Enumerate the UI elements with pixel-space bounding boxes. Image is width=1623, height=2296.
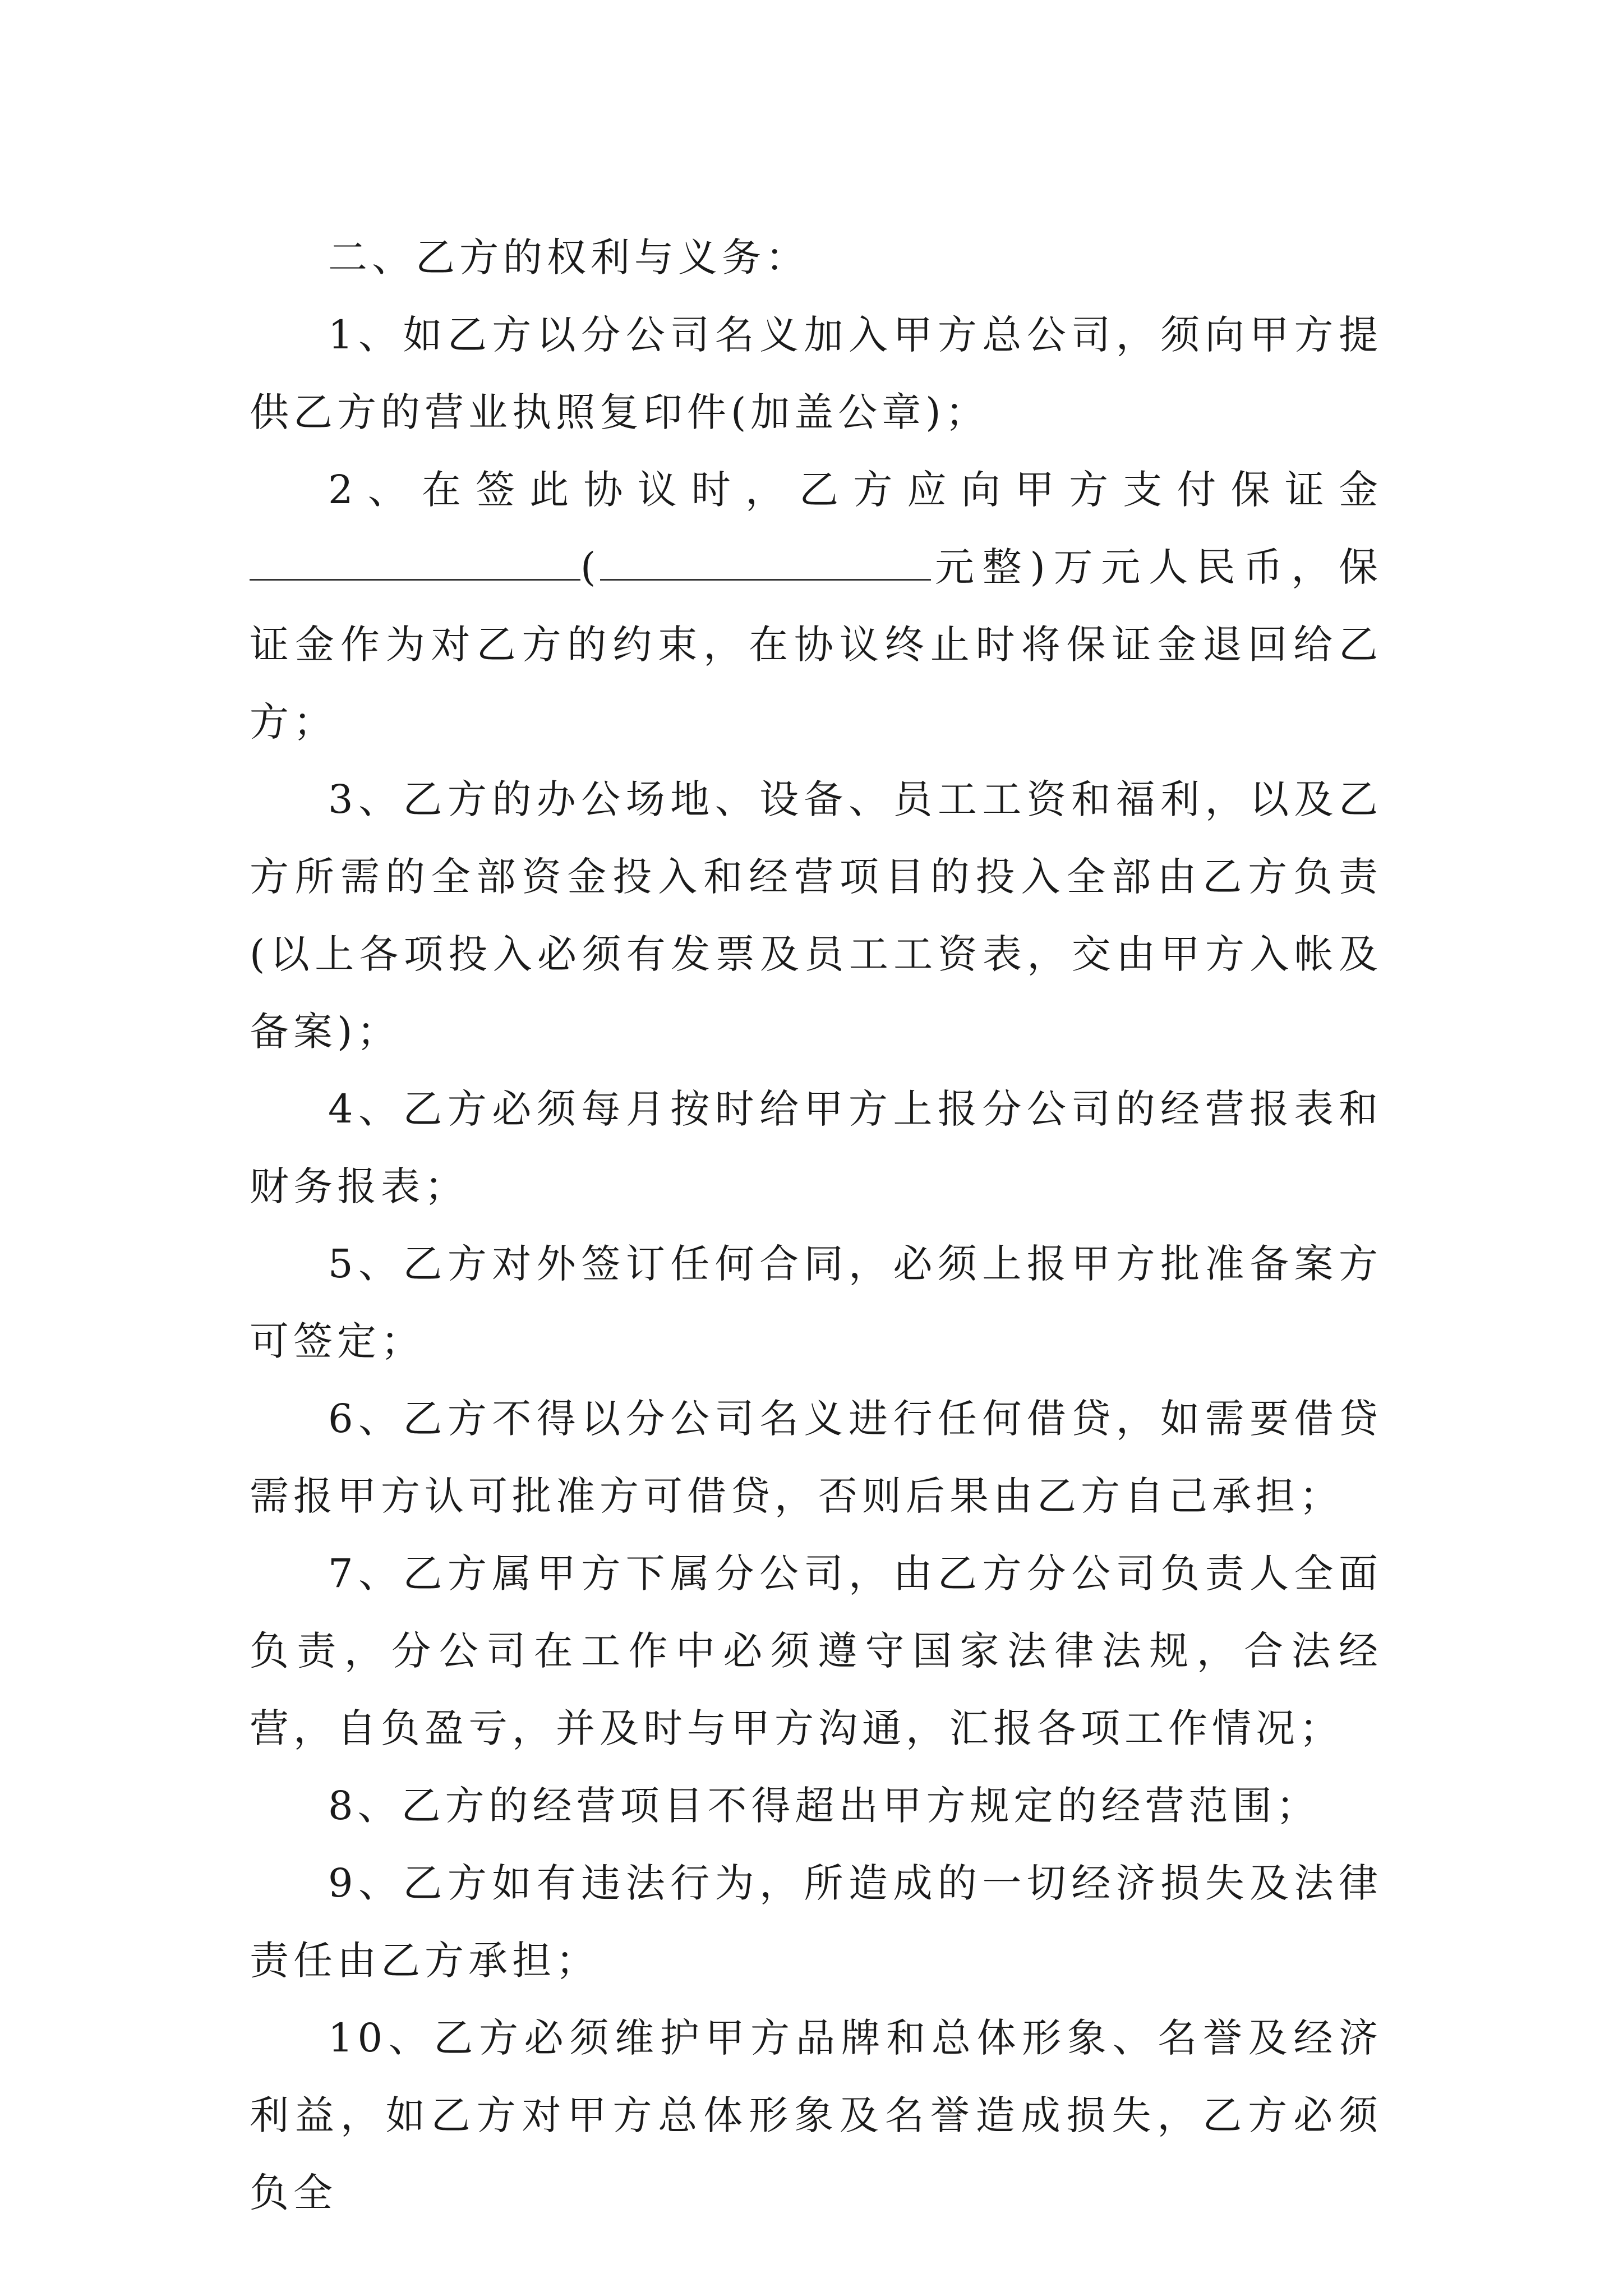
- document-body: [250, 219, 1382, 2231]
- clause-4: 4、乙方必须每月按时给甲方上报分公司的经营报表和财务报表；: [250, 1086, 1382, 1209]
- clause-2-text-a: 2、在签此协议时，乙方应向甲方支付保证金: [328, 467, 1382, 513]
- clause-9: 9、乙方如有违法行为，所造成的一切经济损失及法律责任由乙方承担；: [250, 1860, 1382, 1984]
- clause-2: [250, 451, 1382, 761]
- clause-2-text-c: 元整)万元人民币，保证金作为对乙方的约束，在协议终止时将保证金退回给乙方；: [250, 544, 1382, 745]
- clause-5: 5、乙方对外签订任何合同，必须上报甲方批准备案方可签定；: [250, 1241, 1382, 1364]
- clause-3: 3、乙方的办公场地、设备、员工工资和福利，以及乙方所需的全部资金投入和经营项目的投入全部由乙方负责(以上各项投入必须有发票及员工工资表，交由甲方入帐及备案)；: [250, 776, 1382, 1055]
- deposit-amount-words-blank: [600, 545, 931, 581]
- deposit-amount-blank: [250, 545, 580, 581]
- clause-7: 7、乙方属甲方下属分公司，由乙方分公司负责人全面负责，分公司在工作中必须遵守国家法律法规，合法经营，自负盈亏，并及时与甲方沟通，汇报各项工作情况；: [250, 1550, 1382, 1751]
- clause-10: 10、乙方必须维护甲方品牌和总体形象、名誉及经济利益，如乙方对甲方总体形象及名誉造成损失，乙方必须负全: [250, 2015, 1382, 2216]
- section-heading: 二、乙方的权利与义务：: [328, 234, 809, 280]
- clause-2-text-b: (: [580, 544, 601, 590]
- clause-1: 1、如乙方以分公司名义加入甲方总公司，须向甲方提供乙方的营业执照复印件(加盖公章)；: [250, 312, 1382, 435]
- clause-8: 8、乙方的经营项目不得超出甲方规定的经营范围；: [328, 1783, 1320, 1829]
- clause-6: 6、乙方不得以分公司名义进行任何借贷，如需要借贷需报甲方认可批准方可借贷，否则后果由乙方自己承担；: [250, 1396, 1382, 1519]
